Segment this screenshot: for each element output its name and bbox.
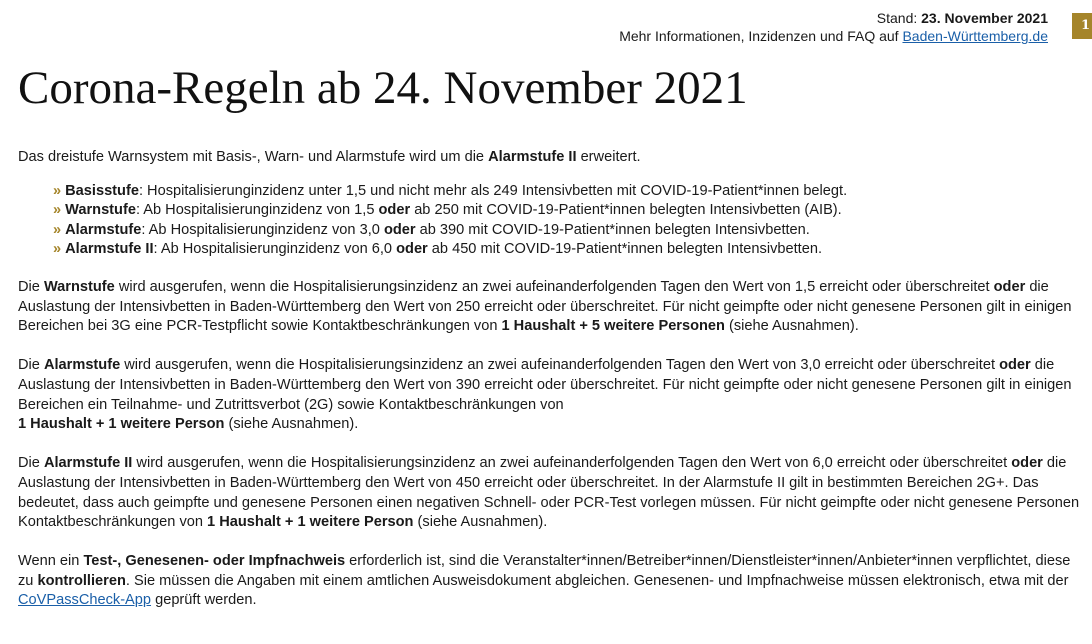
- para-bold: 1 Haushalt + 1 weitere Person: [207, 514, 414, 531]
- level-text: Ab Hospitalisierunginzidenz von 6,0: [160, 241, 397, 258]
- para-text: geprüft werden.: [151, 592, 257, 609]
- para-bold: oder: [999, 357, 1031, 374]
- level-text: Ab Hospitalisierunginzidenz von 3,0: [148, 221, 384, 238]
- document-body: [18, 148, 1086, 611]
- intro-text: Das dreistufe Warnsystem mit Basis-, Warn- und Alarmstufe wird um die: [18, 149, 489, 165]
- level-bold: oder: [396, 241, 428, 258]
- level-separator: :: [138, 182, 148, 199]
- list-item-warnstufe: [53, 201, 1086, 221]
- level-text: Ab Hospitalisierunginzidenz von 1,5: [143, 202, 379, 219]
- para-bold: Warnstufe: [43, 278, 115, 295]
- intro-bold: Alarmstufe II: [488, 149, 577, 165]
- level-bold: oder: [383, 221, 416, 238]
- chevron-double-right-icon: »: [53, 182, 62, 199]
- list-item-alarmstufe: [53, 221, 1086, 241]
- level-separator: :: [135, 202, 144, 219]
- para-text: Die: [18, 455, 44, 472]
- para-text: Die: [18, 357, 44, 374]
- more-info-text: Mehr Informationen, Inzidenzen und FAQ auf: [619, 28, 899, 44]
- para-text: Wenn ein: [18, 553, 84, 570]
- level-name: Alarmstufe: [65, 221, 142, 238]
- para-bold: Test-, Genesenen- oder Impfnachweis: [83, 553, 346, 570]
- para-text: die Auslastung der Intensivbetten in Baden-Württemberg den Wert von 450 erreicht oder überschreitet. In der Alarmstufe II gilt in bestimmten Bereichen 2G+. Das bedeutet, dass auch geimpfte und genesene Personen einen negativen Schnell- oder PCR-Test vorlegen müssen. Für nicht geimpfte oder nicht genesene Personen Kontaktbeschränkungen von: [18, 455, 1080, 531]
- para-text: die Auslastung der Intensivbetten in Baden-Württemberg den Wert von 390 erreicht oder überschreitet. Für nicht geimpfte oder nicht genesene Personen gilt in einigen Bereichen ein Teilnahme- und Zutrittsverbot (2G) sowie Kontaktbeschränkungen von: [18, 357, 1072, 413]
- level-text: Hospitalisierunginzidenz unter 1,5 und nicht mehr als 249 Intensivbetten mit COVID-19-Patient*innen belegt.: [147, 182, 848, 199]
- level-bold: oder: [378, 202, 411, 219]
- para-text: wird ausgerufen, wenn die Hospitalisierungsinzidenz an zwei aufeinanderfolgenden Tagen den Wert von 1,5 erreicht oder überschreitet: [114, 278, 994, 295]
- para-bold: 1 Haushalt + 1 weitere Person: [18, 416, 225, 433]
- para-bold: 1 Haushalt + 5 weitere Personen: [501, 318, 725, 335]
- chevron-double-right-icon: »: [53, 241, 62, 258]
- para-text: Die: [18, 278, 44, 295]
- stand-date-value: 23. November 2021: [921, 10, 1048, 26]
- intro-text-end: erweitert.: [576, 149, 641, 165]
- covpasscheck-app-link[interactable]: CoVPassCheck-App: [18, 592, 152, 609]
- para-text: (siehe Ausnahmen).: [413, 514, 548, 531]
- level-name: Warnstufe: [65, 202, 136, 219]
- alarmstufe-paragraph: [18, 356, 1086, 434]
- level-text-end: ab 250 mit COVID-19-Patient*innen belegten Intensivbetten (AIB).: [410, 202, 842, 219]
- para-text: (siehe Ausnahmen).: [724, 318, 859, 335]
- bw-website-link[interactable]: Baden-Württemberg.de: [902, 28, 1048, 44]
- para-text: erforderlich ist, sind die Veranstalter*innen/Betreiber*innen/Dienstleister*innen/Anbieter*innen verpflichtet, diese zu: [18, 553, 1071, 589]
- para-text: (siehe Ausnahmen).: [224, 416, 359, 433]
- nachweis-paragraph: [18, 552, 1086, 611]
- warning-levels-list: [18, 182, 1086, 260]
- para-bold: oder: [993, 278, 1026, 295]
- stand-label: Stand:: [876, 10, 918, 26]
- para-text: die Auslastung der Intensivbetten in Baden-Württemberg den Wert von 250 erreicht oder überschreitet. Für nicht geimpfte oder nicht genesene Personen gilt in einigen Bereichen bei 3G eine PCR-Testpflicht sowie Kontaktbeschränkungen von: [18, 278, 1072, 335]
- stand-date: [877, 9, 1048, 27]
- para-bold: Alarmstufe: [43, 357, 121, 374]
- para-bold: Alarmstufe II: [43, 455, 133, 472]
- level-separator: :: [153, 241, 161, 258]
- para-bold: kontrollieren: [37, 572, 126, 589]
- para-text: wird ausgerufen, wenn die Hospitalisierungsinzidenz an zwei aufeinanderfolgenden Tagen den Wert von 3,0 erreicht oder überschreitet: [120, 357, 1000, 374]
- page-number-badge: 1: [1072, 13, 1092, 39]
- para-text: . Sie müssen die Angaben mit einem amtlichen Ausweisdokument abgleichen. Genesenen- und Impfnachweise müssen elektronisch, etwa mit der: [125, 572, 1069, 589]
- para-bold: oder: [1011, 455, 1043, 472]
- list-item-alarmstufe-2: [53, 240, 1086, 260]
- page-title: Corona-Regeln ab 24. November 2021: [18, 62, 748, 114]
- list-item-basisstufe: [53, 182, 1086, 202]
- chevron-double-right-icon: »: [53, 202, 62, 219]
- level-separator: :: [141, 221, 149, 238]
- level-name: Alarmstufe II: [65, 241, 154, 258]
- warnstufe-paragraph: [18, 278, 1086, 337]
- more-info-line: [619, 27, 1048, 45]
- intro-paragraph: [18, 148, 1086, 168]
- chevron-double-right-icon: »: [53, 221, 62, 238]
- level-text-end: ab 390 mit COVID-19-Patient*innen belegten Intensivbetten.: [415, 221, 810, 238]
- para-text: wird ausgerufen, wenn die Hospitalisierungsinzidenz an zwei aufeinanderfolgenden Tagen den Wert von 6,0 erreicht oder überschreitet: [132, 455, 1012, 472]
- level-name: Basisstufe: [65, 182, 139, 199]
- level-text-end: ab 450 mit COVID-19-Patient*innen belegten Intensivbetten.: [427, 241, 823, 258]
- alarmstufe-2-paragraph: [18, 454, 1086, 532]
